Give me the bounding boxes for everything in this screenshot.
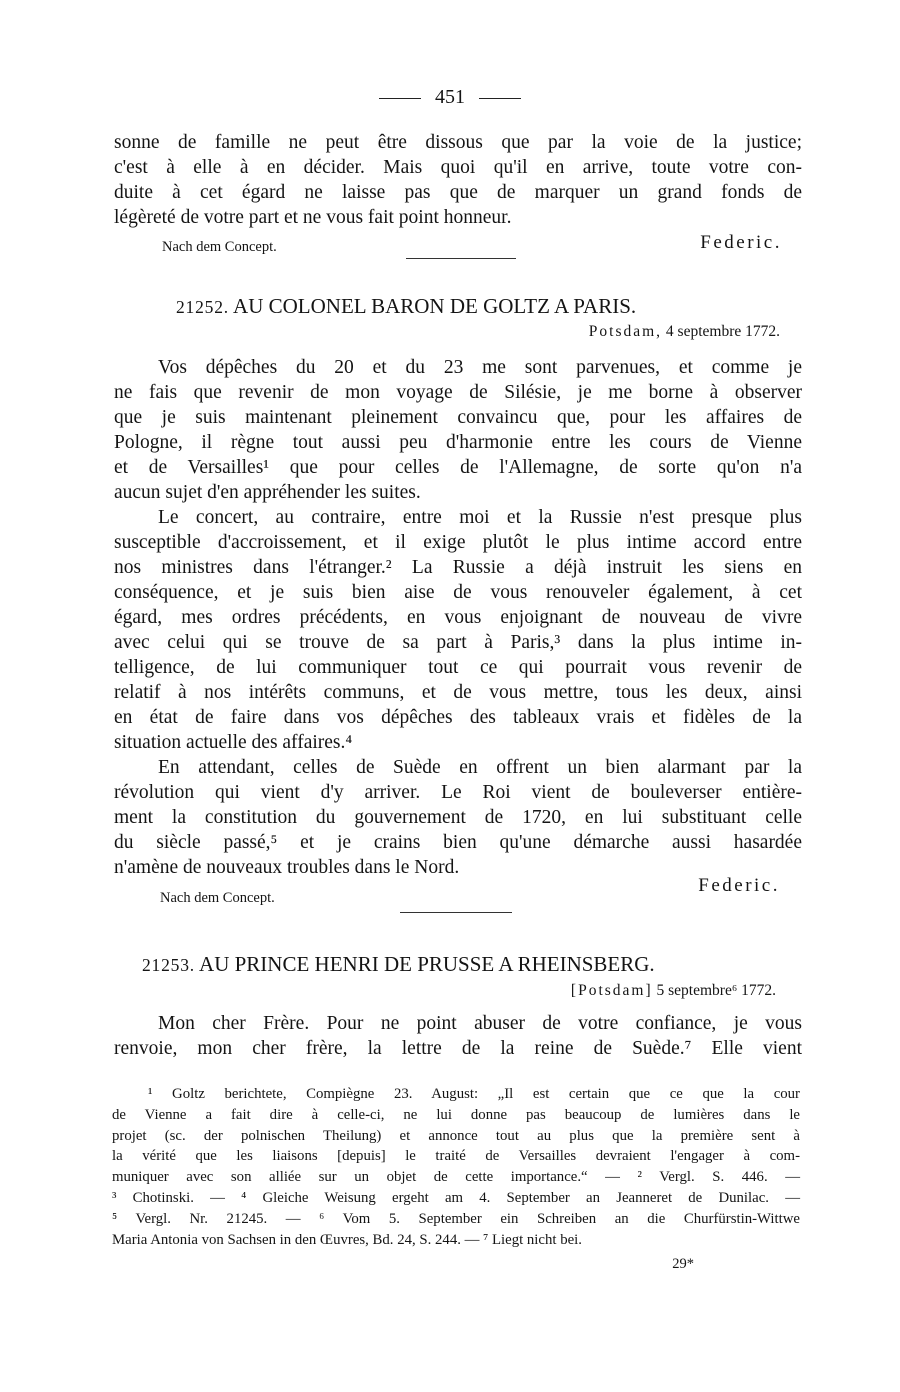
- letter-number: 21252.: [176, 297, 229, 317]
- header-dash-right: [479, 98, 521, 99]
- letter-title: AU COLONEL BARON DE GOLTZ A PARIS.: [233, 294, 637, 318]
- text-line: c'est à elle à en décider. Mais quoi qu'il en arrive, toute votre con-: [114, 157, 802, 178]
- letter-heading: [142, 952, 655, 977]
- sheet-signature: 29*: [672, 1256, 694, 1272]
- text-line: avec celui qui se trouve de sa part à Paris,³ dans la plus intime in-: [114, 632, 802, 653]
- prev-letter-body: [114, 130, 802, 230]
- text-line: Vos dépêches du 20 et du 23 me sont parvenues, et comme je: [158, 357, 802, 378]
- letter-number: 21253.: [142, 955, 195, 975]
- footnote-line: la vérité que les liaisons [depuis] le traité de Versailles devraient l'engager à com-: [112, 1148, 800, 1165]
- section-divider: [406, 258, 516, 259]
- footnote-line: Maria Antonia von Sachsen in den Œuvres, Bd. 24, S. 244. — ⁷ Liegt nicht bei.: [112, 1231, 582, 1248]
- letter-date: 4 septembre 1772.: [665, 323, 780, 340]
- letter-heading: [176, 294, 636, 319]
- text-line: Pologne, il règne tout aussi peu d'harmonie entre les cours de Vienne: [114, 432, 802, 453]
- header-dash-left: [379, 98, 421, 99]
- page-header: [0, 86, 900, 109]
- letter-dateline: [571, 982, 776, 1000]
- text-line: En attendant, celles de Suède en offrent un bien alarmant par la: [158, 757, 802, 778]
- text-line: et de Versailles¹ que pour celles de l'Allemagne, de sorte qu'on n'a: [114, 457, 802, 478]
- text-line: sonne de famille ne peut être dissous que par la voie de la justice;: [114, 132, 802, 153]
- section-divider: [400, 912, 512, 913]
- text-line: que je suis maintenant pleinement convaincu que, pour les affaires de: [114, 407, 802, 428]
- footnote-line: ¹ Goltz berichtete, Compiègne 23. August: „Il est certain que ce que la cour: [148, 1086, 800, 1102]
- text-line: légèreté de votre part et ne vous fait point honneur.: [114, 207, 512, 228]
- text-line: duite à cet égard ne laisse pas que de marquer un grand fonds de: [114, 182, 802, 203]
- letter-title: AU PRINCE HENRI DE PRUSSE A RHEINSBERG.: [199, 952, 655, 976]
- footnote-line: muniquer avec son alliée sur un objet de cette importance.“ — ² Vergl. S. 446. —: [112, 1169, 800, 1186]
- text-line: conséquence, et je suis bien aise de vous renouveler également, à cet: [114, 582, 802, 603]
- footnote-line: ⁵ Vergl. Nr. 21245. — ⁶ Vom 5. September ein Schreiben an die Churfürstin-Wittwe: [112, 1210, 800, 1227]
- footnote-line: projet (sc. der polnischen Theilung) et annonce tout au plus que la première sent à: [112, 1127, 800, 1144]
- footnote-line: ³ Chotinski. — ⁴ Gleiche Weisung ergeht am 4. September an Jeanneret de Dunilac. —: [112, 1189, 800, 1206]
- text-line: Le concert, au contraire, entre moi et la Russie n'est presque plus: [158, 507, 802, 528]
- text-line: telligence, de lui communiquer tout ce qui pourrait vous revenir de: [114, 657, 802, 678]
- text-line: renvoie, mon cher frère, la lettre de la reine de Suède.⁷ Elle vient: [114, 1038, 802, 1059]
- text-line: du siècle passé,⁵ et je crains bien qu'une démarche aussi hasardée: [114, 832, 802, 853]
- source-note: Nach dem Concept.: [160, 890, 275, 906]
- footnote-line: de Vienne a fait dire à celle-ci, ne lui donne pas beaucoup de lumières dans le: [112, 1106, 800, 1123]
- letter-place: [Potsdam]: [570, 982, 653, 999]
- letter-place: Potsdam,: [588, 323, 663, 340]
- letter-date: 5 septembre⁶ 1772.: [656, 982, 776, 999]
- text-line: Mon cher Frère. Pour ne point abuser de votre confiance, je vous: [158, 1013, 802, 1034]
- page-number: 451: [435, 86, 465, 108]
- text-line: situation actuelle des affaires.⁴: [114, 732, 353, 753]
- text-line: ment la constitution du gouvernement de 1720, en lui substituant celle: [114, 807, 802, 828]
- text-line: relatif à nos intérêts communs, et de vous mettre, tous les deux, ainsi: [114, 682, 802, 703]
- text-line: égard, mes ordres précédents, en vous enjoignant de nouveau de vivre: [114, 607, 802, 628]
- text-line: nos ministres dans l'étranger.² La Russie a déjà instruit les siens en: [114, 557, 802, 578]
- text-line: ne fais que revenir de mon voyage de Silésie, je me borne à observer: [114, 382, 802, 403]
- signature: Federic.: [700, 232, 782, 253]
- text-line: aucun sujet d'en appréhender les suites.: [114, 482, 421, 503]
- text-line: révolution qui vient d'y arriver. Le Roi vient de bouleverser entière-: [114, 782, 802, 803]
- text-line: n'amène de nouveaux troubles dans le Nord.: [114, 857, 460, 878]
- footnotes: [112, 1084, 800, 1250]
- letter-21252-body: [114, 355, 802, 880]
- source-note: Nach dem Concept.: [162, 239, 277, 255]
- letter-21253-body: [114, 1011, 802, 1061]
- letter-dateline: [589, 323, 780, 341]
- text-line: en état de faire dans vos dépêches des tableaux vrais et fidèles de la: [114, 707, 802, 728]
- text-line: susceptible d'accroissement, et il exige plutôt le plus intime accord entre: [114, 532, 802, 553]
- signature: Federic.: [698, 875, 780, 896]
